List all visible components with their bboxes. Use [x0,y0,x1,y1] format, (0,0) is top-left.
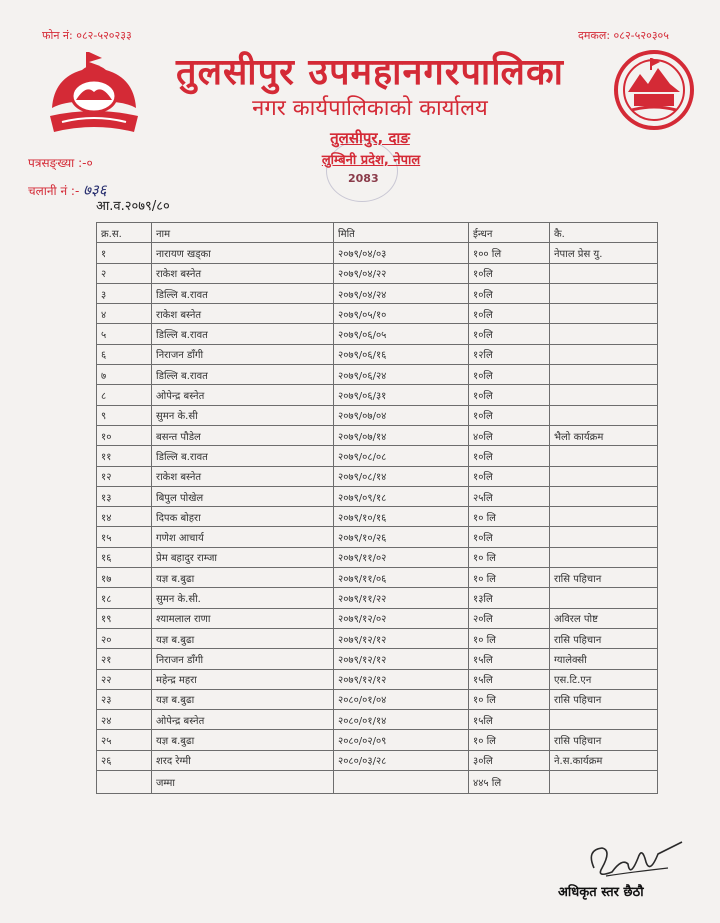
name-cell: श्यामलाल राणा [152,608,334,628]
serial-cell: १३ [97,486,152,506]
table-row [97,628,658,648]
date-cell: २०७९/०७/१४ [334,425,469,445]
remarks-cell: भैलो कार्यक्रम [550,425,658,445]
fuel-cell: १० लि [469,730,550,750]
serial-cell: २१ [97,649,152,669]
total-label: जम्मा [152,771,334,794]
fuel-cell: १०लि [469,385,550,405]
date-cell: २०७९/०४/२४ [334,283,469,303]
remarks-cell: नेपाल प्रेस यु. [550,243,658,263]
remarks-cell: रासि पहिचान [550,730,658,750]
table-row [97,649,658,669]
table-row [97,324,658,344]
table-row [97,263,658,283]
remarks-cell: एस.टि.एन [550,669,658,689]
header-name: नाम [152,223,334,243]
name-cell: बसन्त पौडेल [152,425,334,445]
remarks-cell: रासि पहिचान [550,689,658,709]
fuel-cell: २५लि [469,486,550,506]
table-row [97,344,658,364]
total-row [97,771,658,794]
table-row [97,304,658,324]
fuel-cell: १५लि [469,669,550,689]
serial-cell: १७ [97,568,152,588]
remarks-cell [550,466,658,486]
date-cell: २०७९/०५/१० [334,304,469,324]
name-cell: निराजन डाँगी [152,649,334,669]
date-cell: २०७९/०६/१६ [334,344,469,364]
date-cell: २०७९/०६/०५ [334,324,469,344]
name-cell: डिल्लि ब.रावत [152,365,334,385]
fuel-cell: १०लि [469,527,550,547]
serial-cell: ८ [97,385,152,405]
fiscal-year: आ.व.२०७९/८० [96,199,170,214]
fuel-cell: १०लि [469,365,550,385]
remarks-cell [550,283,658,303]
fuel-cell: १०लि [469,283,550,303]
stamp-number: 2083 [348,172,379,185]
fuel-cell: १०लि [469,324,550,344]
table-row [97,405,658,425]
serial-cell: १९ [97,608,152,628]
serial-cell: २ [97,263,152,283]
date-cell: २०७९/१२/१२ [334,649,469,669]
remarks-cell [550,304,658,324]
table-row [97,669,658,689]
fuel-cell: १२लि [469,344,550,364]
date-cell: २०७९/०९/१८ [334,486,469,506]
remarks-cell [550,344,658,364]
name-cell: सुमन के.सी. [152,588,334,608]
name-cell: ओपेन्द्र बस्नेत [152,385,334,405]
table-row [97,608,658,628]
remarks-cell [550,527,658,547]
remarks-cell [550,405,658,425]
date-cell: २०७९/०४/०३ [334,243,469,263]
serial-cell: १८ [97,588,152,608]
letter-number: पत्रसङ्ख्या :-० [28,156,93,170]
serial-cell: २५ [97,730,152,750]
remarks-cell: ने.स.कार्यक्रम [550,750,658,770]
date-cell: २०७९/०७/०४ [334,405,469,425]
fuel-cell: ४०लि [469,425,550,445]
remarks-cell [550,446,658,466]
fuel-cell: १० लि [469,568,550,588]
table-body [97,243,658,771]
municipality-logo-icon [610,48,698,134]
serial-cell: १० [97,425,152,445]
dispatch-number-label: चलानी नं :- [28,184,80,198]
office-subtitle: नगर कार्यपालिकाको कार्यालय [252,96,488,121]
table-row [97,385,658,405]
serial-cell: १६ [97,547,152,567]
fax-number: दमकल: ०८२-५२०३०५ [578,29,669,42]
remarks-cell [550,263,658,283]
name-cell: राकेश बस्नेत [152,263,334,283]
total-date-cell [334,771,469,794]
municipality-title: तुलसीपुर उपमहानगरपालिका [176,52,564,93]
date-cell: २०७९/११/२२ [334,588,469,608]
table-row [97,750,658,770]
serial-cell: ३ [97,283,152,303]
serial-cell: १४ [97,507,152,527]
remarks-cell [550,365,658,385]
table-row [97,365,658,385]
fuel-cell: १० लि [469,547,550,567]
name-cell: शरद रेग्मी [152,750,334,770]
remarks-cell [550,324,658,344]
serial-cell: ५ [97,324,152,344]
date-cell: २०७९/१२/०२ [334,608,469,628]
dispatch-number-value: ७३६ [83,181,107,199]
table-row [97,527,658,547]
table-row [97,547,658,567]
name-cell: डिल्लि ब.रावत [152,283,334,303]
table-row [97,283,658,303]
table-row [97,466,658,486]
header-remarks: कै. [550,223,658,243]
name-cell: गणेश आचार्य [152,527,334,547]
nepal-emblem-icon [42,48,146,140]
date-cell: २०८०/०२/०९ [334,730,469,750]
fuel-cell: १०लि [469,304,550,324]
name-cell: बिपुल पोखेल [152,486,334,506]
name-cell: यज्ञ ब.बुढा [152,730,334,750]
remarks-cell [550,385,658,405]
table-row [97,730,658,750]
serial-cell: ६ [97,344,152,364]
name-cell: यज्ञ ब.बुढा [152,628,334,648]
date-cell: २०७९/११/०२ [334,547,469,567]
fuel-cell: १०लि [469,446,550,466]
fuel-cell: १५लि [469,710,550,730]
phone-number: फोन नं: ०८२-५२०२३३ [42,29,132,42]
name-cell: यज्ञ ब.बुढा [152,689,334,709]
date-cell: २०७९/१२/१२ [334,628,469,648]
remarks-cell [550,547,658,567]
serial-cell: ४ [97,304,152,324]
header-fuel: ईन्धन [469,223,550,243]
table-row [97,710,658,730]
name-cell: ओपेन्द्र बस्नेत [152,710,334,730]
name-cell: महेन्द्र महरा [152,669,334,689]
date-cell: २०७९/१२/१२ [334,669,469,689]
fuel-cell: ३०लि [469,750,550,770]
table-header-row [97,223,658,243]
remarks-cell [550,588,658,608]
table-row [97,486,658,506]
date-cell: २०७९/०४/२२ [334,263,469,283]
header-date: मिति [334,223,469,243]
header-serial: क्र.स. [97,223,152,243]
name-cell: राकेश बस्नेत [152,466,334,486]
remarks-cell [550,486,658,506]
serial-cell: २० [97,628,152,648]
date-cell: २०७९/०६/३१ [334,385,469,405]
fuel-cell: १० लि [469,628,550,648]
fuel-cell: २०लि [469,608,550,628]
serial-cell: २४ [97,710,152,730]
date-cell: २०७९/०८/१४ [334,466,469,486]
serial-cell: ११ [97,446,152,466]
name-cell: यज्ञ ब.बुढा [152,568,334,588]
date-cell: २०७९/०८/०८ [334,446,469,466]
remarks-cell [550,710,658,730]
date-cell: २०८०/०१/१४ [334,710,469,730]
dispatch-number [28,180,107,200]
total-remarks-cell [550,771,658,794]
table-row [97,507,658,527]
signatory-title: अधिकृत स्तर छैठौ [558,885,644,900]
table-row [97,243,658,263]
serial-cell: १२ [97,466,152,486]
fuel-cell: १०लि [469,466,550,486]
table-row [97,425,658,445]
name-cell: राकेश बस्नेत [152,304,334,324]
address-city: तुलसीपुर, दाङ [330,129,410,147]
name-cell: प्रेम बहादुर राम्जा [152,547,334,567]
serial-cell: २३ [97,689,152,709]
date-cell: २०८०/०१/०४ [334,689,469,709]
name-cell: डिल्लि ब.रावत [152,324,334,344]
date-cell: २०७९/१०/१६ [334,507,469,527]
fuel-cell: १०० लि [469,243,550,263]
remarks-cell: रासि पहिचान [550,568,658,588]
date-cell: २०७९/११/०६ [334,568,469,588]
serial-cell: १५ [97,527,152,547]
serial-cell: १ [97,243,152,263]
date-cell: २०७९/०६/२४ [334,365,469,385]
remarks-cell [550,507,658,527]
name-cell: सुमन के.सी [152,405,334,425]
table-row [97,568,658,588]
table-row [97,689,658,709]
remarks-cell: ग्यालेक्सी [550,649,658,669]
serial-cell: २६ [97,750,152,770]
serial-cell: ९ [97,405,152,425]
address-province: लुम्बिनी प्रदेश, नेपाल [321,153,421,168]
fuel-cell: १० लि [469,689,550,709]
total-value: ४४५ लि [469,771,550,794]
name-cell: दिपक बोहरा [152,507,334,527]
fuel-cell: १०लि [469,263,550,283]
remarks-cell: अविरल पोष्ट [550,608,658,628]
fuel-cell: १० लि [469,507,550,527]
fuel-cell: १५लि [469,649,550,669]
name-cell: निराजन डाँगी [152,344,334,364]
name-cell: डिल्लि ब.रावत [152,446,334,466]
table-row [97,588,658,608]
date-cell: २०७९/१०/२६ [334,527,469,547]
table-row [97,446,658,466]
date-cell: २०८०/०३/२८ [334,750,469,770]
name-cell: नारायण खड्का [152,243,334,263]
total-serial-cell [97,771,152,794]
serial-cell: २२ [97,669,152,689]
fuel-cell: १०लि [469,405,550,425]
serial-cell: ७ [97,365,152,385]
fuel-register-table [96,222,658,794]
fuel-cell: १३लि [469,588,550,608]
remarks-cell: रासि पहिचान [550,628,658,648]
